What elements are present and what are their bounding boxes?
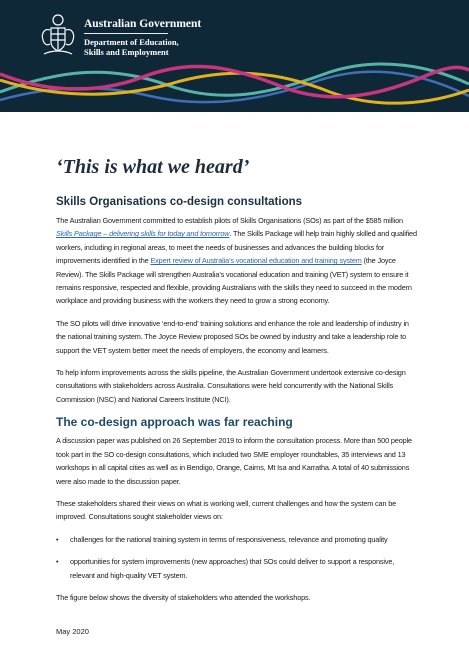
paragraph-figure-intro: The figure below shows the diversity of stakeholders who attended the workshops.	[56, 592, 311, 602]
list-item	[56, 533, 420, 546]
paragraph-so-pilots: The SO pilots will drive innovative ‘end-to-end’ training solutions and enhance the role and leadership of industry in the national training system. The Joyce Review proposed SOs be owned by industry and take a leadership role to support the VET system better meet the needs of employers, the economy and learners.	[56, 318, 409, 355]
intro-text-b: . The Skills Package will help train highly skilled and qualified workers, including in regional areas, to meet the needs of businesses and advances the building blocks for improvements identified in the	[56, 229, 417, 266]
paragraph-discussion-paper: A discussion paper was published on 26 September 2019 to inform the consultation process. More than 500 people took part in the SO co-design consultations, which included two SME employer roundtables, 35 interviews and 13 workshops in all capital cities as well as in Bendigo, Orange, Cairns, Mt Isa and Karratha. A total of 40 submissions were also made to the discussion paper.	[56, 436, 412, 486]
gov-name: Australian Government	[84, 18, 202, 30]
skills-package-link[interactable]: Skills Package – delivering skills for today and tomorrow	[56, 229, 230, 239]
gov-divider	[84, 33, 168, 34]
footer-date: May 2020	[56, 627, 89, 636]
page-title: ‘This is what we heard’	[56, 156, 250, 178]
header-banner	[0, 0, 469, 112]
section-heading-consultations: Skills Organisations co-design consultations	[56, 196, 303, 208]
bullet-icon: •	[56, 534, 59, 544]
paragraph-stakeholder-views: These stakeholders shared their views on what is working well, current challenges and how the system can be improved. Consultations sought stakeholder views on:	[56, 498, 397, 522]
list-item-text: opportunities for system improvements (new approaches) that SOs could deliver to support a responsive, relevant and high-quality VET system.	[70, 557, 395, 580]
intro-text-c: (the Joyce Review). The Skills Package will strengthen Australia’s vocational education and training (VET) system to ensure it remains responsive, respected and flexible, providing Australians with the skills they need to succeed in the modern workplace and providing business with the workers they need to grow a strong economy.	[56, 256, 412, 306]
coat-of-arms-icon	[38, 12, 78, 58]
dept-line-1: Department of Education,	[84, 37, 179, 47]
paragraph-consultations: To help inform improvements across the skills pipeline, the Australian Government undertook extensive co-design consultations with stakeholders across Australia. Consultations were held concurrently with the National Skills Commission (NSC) and National Careers Institute (NCI).	[56, 368, 406, 404]
dept-line-2: Skills and Employment	[84, 47, 169, 57]
bullet-icon: •	[56, 557, 59, 567]
paragraph-intro	[56, 214, 420, 308]
intro-text-a: The Australian Government committed to establish pilots of Skills Organisations (SOs) as part of the $585 million	[56, 216, 403, 225]
document-body	[56, 195, 420, 604]
section-heading-co-design: The co-design approach was far reaching	[56, 415, 293, 430]
list-item	[56, 555, 420, 582]
bullet-list	[56, 533, 420, 582]
expert-review-link[interactable]: Expert review of Australia’s vocational education and training system	[150, 256, 362, 266]
list-item-text: challenges for the national training system in terms of responsiveness, relevance and promoting quality	[70, 534, 388, 544]
government-identifier	[84, 18, 201, 57]
